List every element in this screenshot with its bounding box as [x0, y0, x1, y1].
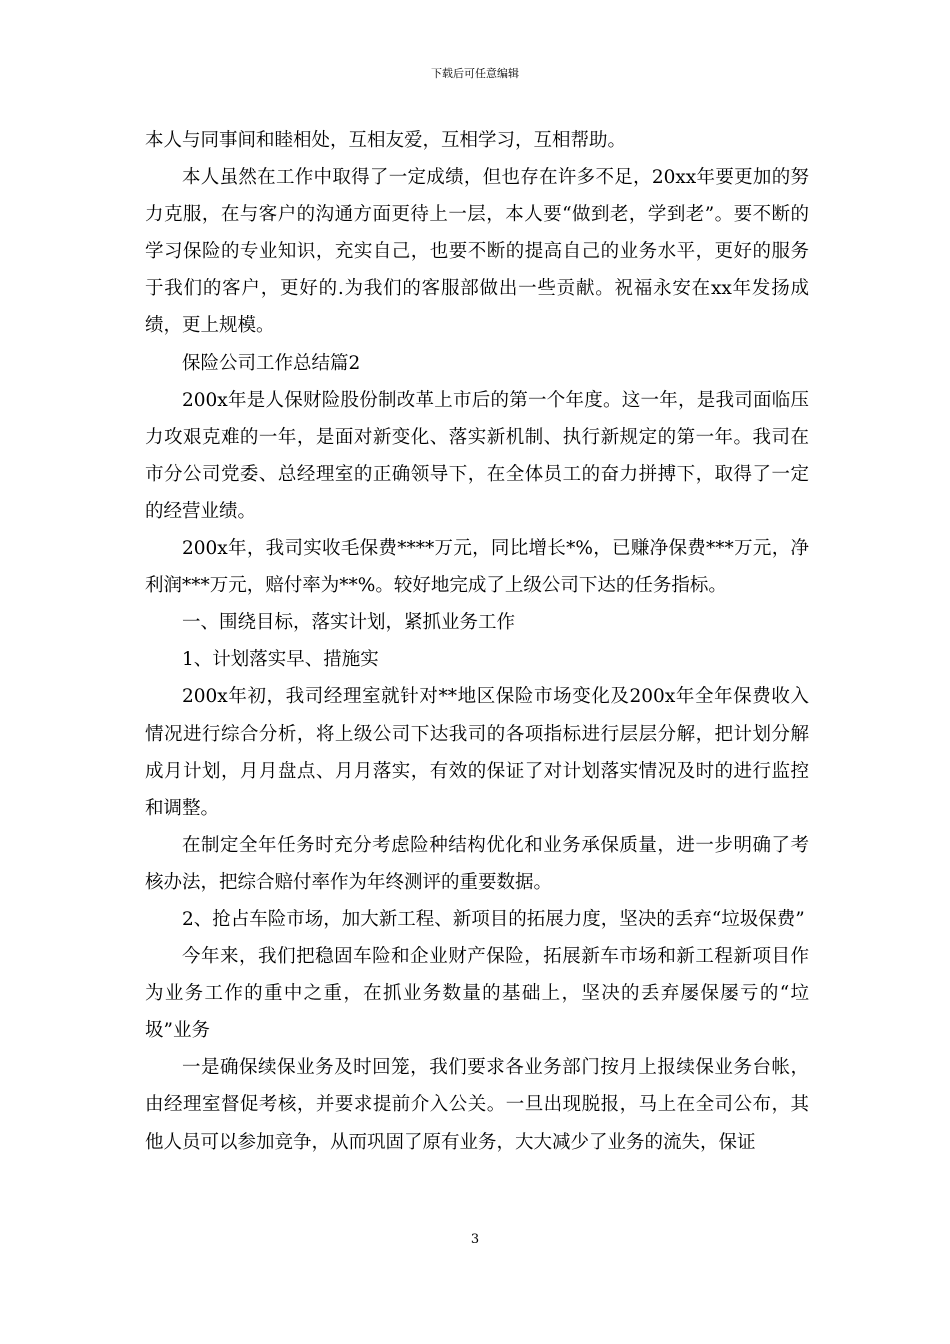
paragraph: 200x年，我司实收毛保费****万元，同比增长*%，已赚净保费***万元，净利润***万元，赔付率为**%。较好地完成了上级公司下达的任务指标。 [145, 538, 809, 597]
page-header: 下载后可任意编辑 [431, 67, 519, 80]
subsection-heading: 1、计划落实早、措施实 [182, 649, 379, 671]
section-heading: 一、围绕目标，落实计划，紧抓业务工作 [182, 612, 516, 634]
paragraph: 200x年初，我司经理室就针对**地区保险市场变化及200x年全年保费收入情况进行综合分析，将上级公司下达我司的各项指标进行层层分解，把计划分解成月计划，月月盘点、月月落实，有效的保证了对计划落实情况及时的进行监控和调整。 [145, 686, 809, 819]
paragraph: 今年来，我们把稳固车险和企业财产保险，拓展新车市场和新工程新项目作为业务工作的重中之重，在抓业务数量的基础上，坚决的丢弃屡保屡亏的“垃圾”业务 [145, 946, 809, 1042]
paragraph: 本人与同事间和睦相处，互相友爱，互相学习，互相帮助。 [145, 130, 627, 151]
subsection-heading: 2、抢占车险市场，加大新工程、新项目的拓展力度，坚决的丢弃“垃圾保费” [182, 908, 805, 930]
paragraph: 在制定全年任务时充分考虑险种结构优化和业务承保质量，进一步明确了考核办法，把综合赔付率作为年终测评的重要数据。 [145, 834, 809, 893]
document-body [145, 122, 809, 1161]
section-title: 保险公司工作总结篇2 [182, 352, 361, 374]
paragraph: 200x年是人保财险股份制改革上市后的第一个年度。这一年，是我司面临压力攻艰克难的一年，是面对新变化、落实新机制、执行新规定的第一年。我司在市分公司党委、总经理室的正确领导下，在全体员工的奋力拼搏下，取得了一定的经营业绩。 [145, 389, 809, 522]
page-number: 3 [470, 1232, 480, 1247]
paragraph: 一是确保续保业务及时回笼，我们要求各业务部门按月上报续保业务台帐，由经理室督促考核，并要求提前介入公关。一旦出现脱报，马上在全司公布，其他人员可以参加竞争，从而巩固了原有业务，大大减少了业务的流失，保证 [145, 1057, 809, 1153]
paragraph: 本人虽然在工作中取得了一定成绩，但也存在许多不足，20xx年要更加的努力克服，在与客户的沟通方面更待上一层，本人要“做到老，学到老”。要不断的学习保险的专业知识，充实自己，也要不断的提高自己的业务水平，更好的服务于我们的客户，更好的.为我们的客服部做出一些贡献。祝福永安在xx年发扬成绩，更上规模。 [145, 167, 809, 337]
